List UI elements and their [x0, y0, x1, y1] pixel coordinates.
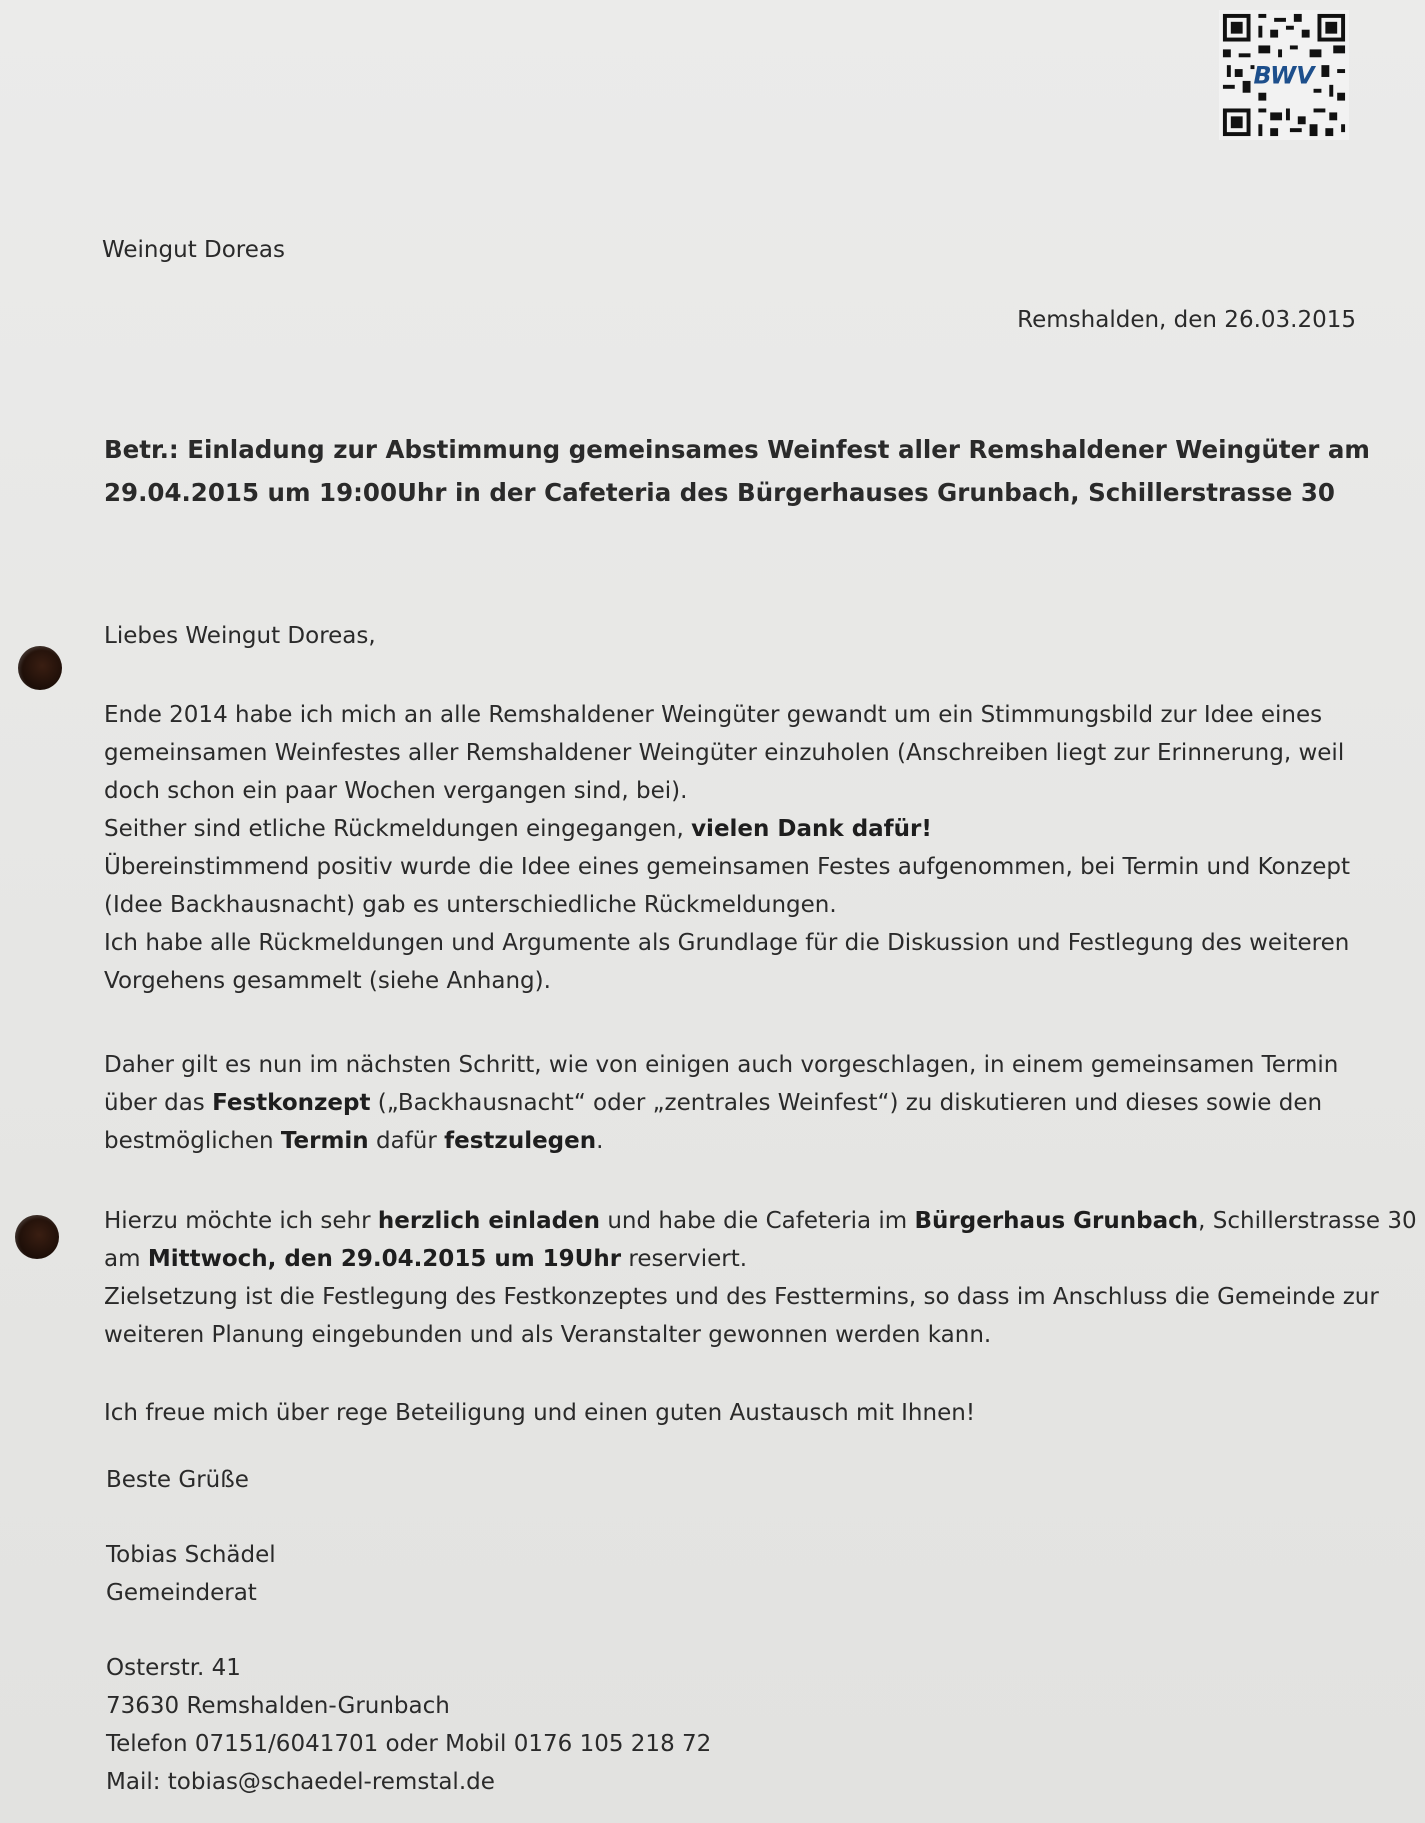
bold-text: herzlich einladen — [377, 1208, 601, 1234]
bold-text: Bürgerhaus Grunbach — [914, 1208, 1199, 1234]
svg-text:BWV: BWV — [1253, 61, 1315, 90]
punch-hole — [15, 1215, 59, 1259]
paragraph-2 — [104, 1046, 1338, 1160]
address-phone: Telefon 07151/6041701 oder Mobil 0176 105 218 72 — [106, 1731, 712, 1757]
bold-text: Festkonzept — [212, 1090, 371, 1116]
text-line: Übereinstimmend positiv wurde die Idee eines gemeinsamen Festes aufgenommen, bei Termin und Konzept — [104, 854, 1351, 880]
text-line: (Idee Backhausnacht) gab es unterschiedliche Rückmeldungen. — [104, 892, 837, 918]
text-segment: bestmöglichen — [104, 1128, 281, 1154]
address-street: Osterstr. 41 — [106, 1655, 241, 1681]
text-segment: und habe die Cafeteria im — [600, 1208, 915, 1234]
text-line: Vorgehens gesammelt (siehe Anhang). — [104, 968, 551, 994]
bold-text: Mittwoch, den 29.04.2015 um 19Uhr — [147, 1246, 622, 1272]
text-line: gemeinsamen Weinfestes aller Remshaldener Weingüter einzuholen (Anschreiben liegt zur Erinnerung, weil — [104, 740, 1345, 766]
text-segment: Hierzu möchte ich sehr — [104, 1208, 378, 1234]
text-segment: über das — [104, 1090, 213, 1116]
bold-text: festzulegen — [444, 1128, 597, 1154]
subject-line: Betr.: Einladung zur Abstimmung gemeinsames Weinfest aller Remshaldener Weingüter am — [104, 435, 1370, 464]
date-line: Remshalden, den 26.03.2015 — [1017, 307, 1356, 333]
text-line — [104, 1122, 1338, 1160]
text-segment: am — [104, 1246, 148, 1272]
paragraph-4: Ich freue mich über rege Beteiligung und einen guten Austausch mit Ihnen! — [104, 1400, 976, 1426]
text-line: doch schon ein paar Wochen vergangen sind, bei). — [104, 778, 688, 804]
text-line — [104, 1240, 1417, 1278]
text-line: Ich habe alle Rückmeldungen und Argumente als Grundlage für die Diskussion und Festlegung des weiteren — [104, 930, 1350, 956]
text-line: Daher gilt es nun im nächsten Schritt, wie von einigen auch vorgeschlagen, in einem gemeinsamen Termin — [104, 1052, 1339, 1078]
subject-line: 29.04.2015 um 19:00Uhr in der Cafeteria des Bürgerhauses Grunbach, Schillerstrasse 30 — [104, 478, 1335, 507]
punch-hole — [18, 646, 62, 690]
text-segment: . — [596, 1128, 604, 1154]
text-segment: , Schillerstrasse 30 — [1198, 1208, 1417, 1234]
qr-code-icon — [1218, 10, 1350, 140]
paragraph-1 — [104, 696, 1350, 1000]
address-mail: Mail: tobias@schaedel-remstal.de — [106, 1769, 495, 1795]
text-segment: dafür — [368, 1128, 445, 1154]
closing: Beste Grüße — [106, 1467, 249, 1493]
text-line: weiteren Planung eingebunden und als Veranstalter gewonnen werden kann. — [104, 1322, 992, 1348]
text-line — [104, 1202, 1417, 1240]
signature-name: Tobias Schädel — [106, 1542, 276, 1568]
signature-block — [106, 1536, 276, 1612]
address-block — [106, 1649, 711, 1801]
text-segment: („Backhausnacht“ oder „zentrales Weinfest“) zu diskutieren und dieses sowie den — [370, 1090, 1323, 1116]
text-segment: Seither sind etliche Rückmeldungen eingegangen, — [104, 816, 692, 842]
bold-text: Termin — [280, 1128, 369, 1154]
text-line — [104, 810, 1350, 848]
signature-role: Gemeinderat — [106, 1580, 257, 1606]
sender: Weingut Doreas — [102, 237, 285, 263]
paragraph-3 — [104, 1202, 1417, 1354]
bold-text: vielen Dank dafür! — [691, 816, 932, 842]
text-line: Ende 2014 habe ich mich an alle Remshaldener Weingüter gewandt um ein Stimmungsbild zur Idee eines — [104, 702, 1323, 728]
salutation: Liebes Weingut Doreas, — [104, 623, 376, 649]
text-line — [104, 1084, 1338, 1122]
subject — [104, 428, 1370, 514]
address-city: 73630 Remshalden-Grunbach — [106, 1693, 450, 1719]
text-line: Zielsetzung ist die Festlegung des Festkonzeptes und des Festtermins, so dass im Anschluss die Gemeinde zur — [104, 1284, 1379, 1310]
text-segment: reserviert. — [621, 1246, 748, 1272]
